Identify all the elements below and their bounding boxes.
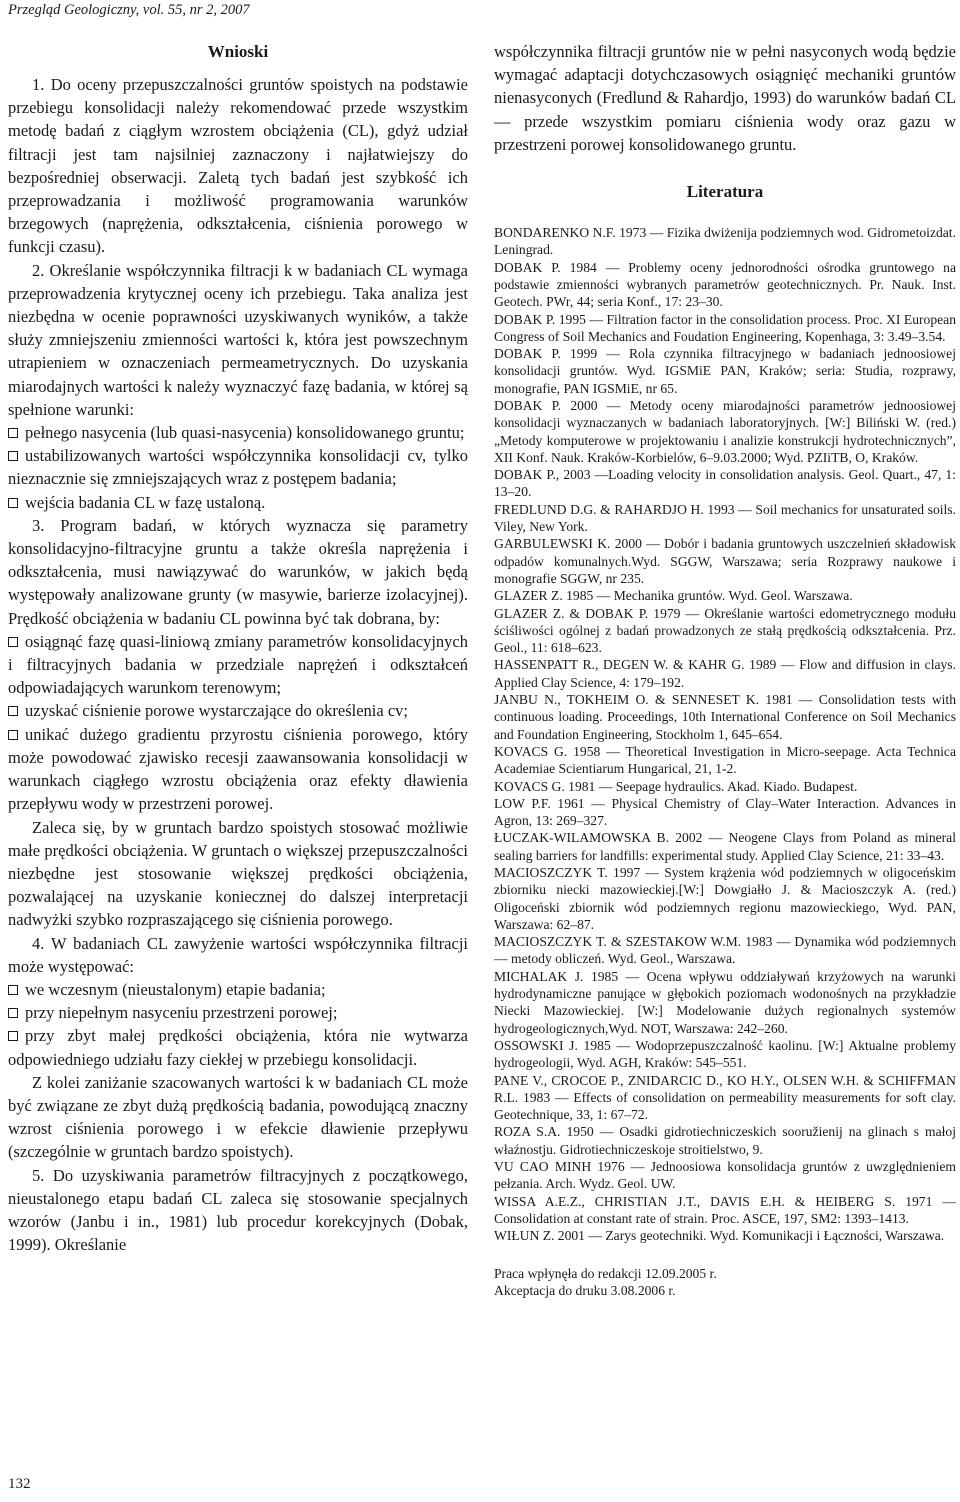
- reference-entry: KOVACS G. 1958 — Theoretical Investigation in Micro-seepage. Acta Technica Academiae Scientiarum Hungarical, 21, 1-2.: [494, 743, 956, 777]
- bullet-item: [8, 978, 468, 1001]
- text: 4. W badaniach CL zawyżenie wartości współczynnika filtracji może występować:: [8, 933, 468, 976]
- checkbox-bullet-icon: [8, 428, 18, 438]
- paragraph: [8, 1071, 468, 1164]
- paragraph: [8, 816, 468, 932]
- bullet-item: [8, 723, 468, 816]
- bullet-item: [8, 1024, 468, 1070]
- reference-entry: DOBAK P., 2003 —Loading velocity in consolidation analysis. Geol. Quart., 47, 1: 13–20.: [494, 467, 956, 500]
- reference-entry: DOBAK P. 1995 — Filtration factor in the consolidation process. Proc. XI European Congress of Soil Mechanics and Foudation Engineering, Kopenhaga, 3: 3.49–3.54.: [494, 311, 956, 344]
- checkbox-bullet-icon: [8, 498, 18, 508]
- continuation-paragraph: współczynnika filtracji gruntów nie w pełni nasyconych wodą będzie wymagać adaptacji dotychczasowych osiągnięć mechaniki gruntów nienasyconych (Fredlund & Rahardjo, 1993) do warunków badań CL — przede wszystkim pomiaru ciśnienia wody oraz gazu w przestrzeni porowej konsolidowanego gruntu.: [494, 42, 956, 154]
- text: unikać dużego gradientu przyrostu ciśnienia porowego, który może powodować zjawisko recesji zaawansowania konsolidacji w warunkach ciągłego wzrostu obciążenia oraz efekty dławienia przepływu wody w przestrzeni porowej.: [8, 724, 468, 814]
- reference-entry: ROZA S.A. 1950 — Osadki gidrotiechniczeskich sooružienij na glinach s małoj właźnostju. Gidrotiechniczeskoje stroitielstwo, 9.: [494, 1124, 956, 1157]
- text: ustabilizowanych wartości współczynnika konsolidacji cv, tylko nieznacznie się zmniejszających wraz z postępem badania;: [8, 446, 468, 489]
- reference-entry: MICHALAK J. 1985 — Ocena wpływu oddziaływań krzyżowych na warunki hydrodynamiczne panujące w głębokich poziomach wodonośnych na przykładzie Niecki Mazowieckiej. [W:] Modelowanie dużych regionalnych systemów hydrogeologicznych,Wyd. NOT, Warszawa: 242–260.: [494, 968, 956, 1036]
- text: uzyskać ciśnienie porowe wystarczające do określenia cv;: [25, 701, 408, 721]
- reference-entry: WISSA A.E.Z., CHRISTIAN J.T., DAVIS E.H. & HEIBERG S. 1971 — Consolidation at constant rate of strain. Proc. ASCE, 197, SM2: 1393–1413.: [494, 1193, 956, 1226]
- text: osiągnąć fazę quasi-liniową zmiany parametrów konsolidacyjnych i filtracyjnych badania w przedziale naprężeń i odkształceń odpowiadających warunkom terenowym;: [8, 631, 468, 698]
- reference-entry: MACIOSZCZYK T. 1997 — System krążenia wód podziemnych w oligoceńskim zbiorniku niecki mazowieckiej.[W:] Dowgiałło J. & Macioszczyk A. (red.) Oligoceński zbiornik wód podziemnych regionu mazowieckiego, Wyd. PAN, Warszawa: 62–87.: [494, 865, 956, 932]
- conclusions-body: [8, 73, 468, 1256]
- reference-entry: KOVACS G. 1981 — Seepage hydraulics. Akad. Kiado. Budapest.: [494, 778, 858, 794]
- reference-entry: WIŁUN Z. 2001 — Zarys geotechniki. Wyd. Komunikacji i Łączności, Warszawa.: [494, 1228, 945, 1244]
- text: we wczesnym (nieustalonym) etapie badania;: [25, 979, 326, 999]
- text: Zaleca się, by w gruntach bardzo spoistych stosować możliwie małe prędkości obciążenia. W gruntach o większej przepuszczalności niezbędne jest stosowanie większej prędkości obciążenia, pozwalającej na uzyskanie koniecznej do dalszej interpretacji nadwyżki szybko rozpraszającego się ciśnienia porowego.: [8, 817, 468, 930]
- received-date: Praca wpłynęła do redakcji 12.09.2005 r.: [494, 1265, 717, 1281]
- paragraph: [8, 259, 468, 421]
- reference-entry: OSSOWSKI J. 1985 — Wodoprzepuszczalność kaolinu. [W:] Aktualne problemy hydrogeologii, Wyd. AGH, Kraków: 545–551.: [494, 1037, 956, 1071]
- checkbox-bullet-icon: [8, 985, 18, 995]
- reference-entry: BONDARENKO N.F. 1973 — Fizika dwiżenija podziemnych wod. Gidrometoizdat. Leningrad.: [494, 225, 956, 258]
- reference-entry: LOW P.F. 1961 — Physical Chemistry of Clay–Water Interaction. Advances in Agron, 13: 269–327.: [494, 795, 956, 829]
- page-number: 132: [8, 1476, 31, 1492]
- reference-entry: HASSENPATT R., DEGEN W. & KAHR G. 1989 — Flow and diffusion in clays. Applied Clay Science, 4: 179–192.: [494, 657, 956, 690]
- reference-entry: PANE V., CROCOE P., ZNIDARCIC D., KO H.Y., OLSEN W.H. & SCHIFFMAN R.L. 1983 — Effects of consolidation on permeability measurements for soft clay. Geotechnique, 33, 1: 67–72.: [494, 1072, 956, 1123]
- bullet-item: [8, 491, 468, 514]
- checkbox-bullet-icon: [8, 730, 18, 740]
- checkbox-bullet-icon: [8, 1031, 18, 1041]
- reference-entry: ŁUCZAK-WILAMOWSKA B. 2002 — Neogene Clays from Poland as mineral sealing barriers for landfills: experimental study. Applied Clay Science, 21: 33–43.: [494, 830, 956, 863]
- journal-header: Przegląd Geologiczny, vol. 55, nr 2, 2007: [8, 2, 250, 18]
- reference-entry: GLAZER Z. 1985 — Mechanika gruntów. Wyd. Geol. Warszawa.: [494, 588, 853, 604]
- text: wejścia badania CL w fazę ustaloną.: [25, 492, 266, 512]
- paragraph: [8, 932, 468, 978]
- text: 1. Do oceny przepuszczalności gruntów spoistych na podstawie przebiegu konsolidacji należy rekomendować przede wszystkim metodę badań z ciągłym wzrostem obciążenia (CL), gdyż udział filtracji jest tam najsilniej zaznaczony i najłatwiejszy do bezpośredniej obserwacji. Zaletą tych badań jest szybkość ich przeprowadzania i możliwość programowania warunków brzegowych (naprężenia, odkształcenia, ciśnienia porowego w funkcji czasu).: [8, 75, 468, 257]
- reference-entry: FREDLUND D.G. & RAHARDJO H. 1993 — Soil mechanics for unsaturated soils. Viley, New York.: [494, 501, 956, 535]
- paragraph: [8, 73, 468, 259]
- text: pełnego nasycenia (lub quasi-nasycenia) konsolidowanego gruntu;: [25, 423, 465, 443]
- reference-entry: MACIOSZCZYK T. & SZESTAKOW W.M. 1983 — Dynamika wód podziemnych — metody obliczeń. Wyd. Geol., Warszawa.: [494, 934, 956, 967]
- text: 5. Do uzyskiwania parametrów filtracyjnych z początkowego, nieustalonego etapu badań CL zaleca się stosowanie specjalnych wzorów (Janbu i in., 1981) lub procedur korekcyjnych (Dobak, 1999). Określanie: [8, 1165, 468, 1255]
- bullet-item: [8, 444, 468, 490]
- bullet-item: [8, 699, 468, 722]
- bullet-item: [8, 421, 468, 444]
- text: przy niepełnym nasyceniu przestrzeni porowej;: [25, 1003, 338, 1023]
- text: przy zbyt małej prędkości obciążenia, która nie wytwarza odpowiedniego udziału fazy ciekłej w przebiegu konsolidacji.: [8, 1026, 468, 1069]
- reference-entry: GARBULEWSKI K. 2000 — Dobór i badania gruntowych uszczelnień składowisk odpadów komunalnych.Wyd. SGGW, Warszawa; seria Rozprawy naukowe i monografie SGGW, nr 235.: [494, 536, 956, 586]
- text: Z kolei zaniżanie szacowanych wartości k w badaniach CL może być związane ze zbyt dużą prędkością badania, powodującą znaczny wzrost ciśnienia porowego i w efekcie dławienie przepływu (szczególnie w gruntach bardzo spoistych).: [8, 1072, 468, 1162]
- checkbox-bullet-icon: [8, 1008, 18, 1018]
- reference-entry: DOBAK P. 1999 — Rola czynnika filtracyjnego w badaniach jednoosiowej konsolidacji gruntów. Wyd. IGSMiE PAN, Kraków; seria: Studia, rozprawy, monografie, PAN IGSMiE, nr 65.: [494, 346, 956, 396]
- accepted-date: Akceptacja do druku 3.08.2006 r.: [494, 1282, 676, 1298]
- reference-entry: DOBAK P. 2000 — Metody oceny miarodajności parametrów jednoosiowej konsolidacji wyznaczanych w badaniach laboratoryjnych. [W:] Biliński W. (red.) „Metody komputerowe w projektowaniu i analizie konstrukcji hydrotechnicznych”, XII Konf. Nauk. Kraków-Korbielów, 6–9.03.2000; Wyd. PZIiTB, O, Kraków.: [494, 397, 956, 465]
- bullet-item: [8, 1001, 468, 1024]
- reference-entry: DOBAK P. 1984 — Problemy oceny jednorodności ośrodka gruntowego na podstawie zmienności wybranych parametrów geotechnicznych. Pr. Nauk. Inst. Geotech. PWr, 44; seria Konf., 17: 23–30.: [494, 259, 956, 310]
- reference-entry: JANBU N., TOKHEIM O. & SENNESET K. 1981 — Consolidation tests with continuous loading. Proceedings, 10th International Conference on Soil Mechanics and Foundation Engineering, Stockholm 1, 645–654.: [494, 692, 956, 742]
- checkbox-bullet-icon: [8, 637, 18, 647]
- reference-entry: GLAZER Z. & DOBAK P. 1979 — Określanie wartości edometrycznego modułu ściśliwości ogólnej z badań prowadzonych ze stałą prędkością odkształcenia. Prz. Geol., 11: 618–623.: [494, 605, 956, 656]
- paragraph: [8, 514, 468, 630]
- checkbox-bullet-icon: [8, 706, 18, 716]
- text: 2. Określanie współczynnika filtracji k w badaniach CL wymaga przeprowadzenia krytycznej oceny ich przebiegu. Taka analiza jest niezbędna w ocenie poprawności uzyskiwanych wyników, a także służy zmniejszeniu zmienności wartości k, która jest powszechnym utrapieniem w oznaczeniach permeametrycznych. Do uzyskania miarodajnych wartości k należy wyznaczyć fazę badania, w której są spełnione warunki:: [8, 260, 468, 419]
- submission-dates: [494, 1265, 956, 1300]
- bullet-item: [8, 630, 468, 700]
- conclusions-column: [8, 40, 468, 1256]
- reference-list: [494, 224, 956, 1245]
- paragraph: [8, 1164, 468, 1257]
- conclusions-heading: Wnioski: [207, 42, 269, 61]
- checkbox-bullet-icon: [8, 451, 18, 461]
- right-column: [494, 40, 956, 1299]
- reference-entry: VU CAO MINH 1976 — Jednoosiowa konsolidacja gruntów z uwzględnieniem pełzania. Arch. Wydz. Geol. UW.: [494, 1159, 956, 1192]
- text: 3. Program badań, w których wyznacza się parametry konsolidacyjno-filtracyjne gruntu a także określa naprężenia i odkształcenia, musi nawiązywać do warunków, w jakich będą występowały analizowane grunty (w masywie, barierze izolacyjnej). Prędkość obciążenia w badaniu CL powinna być tak dobrana, by:: [8, 515, 468, 628]
- literature-heading: Literatura: [686, 182, 764, 202]
